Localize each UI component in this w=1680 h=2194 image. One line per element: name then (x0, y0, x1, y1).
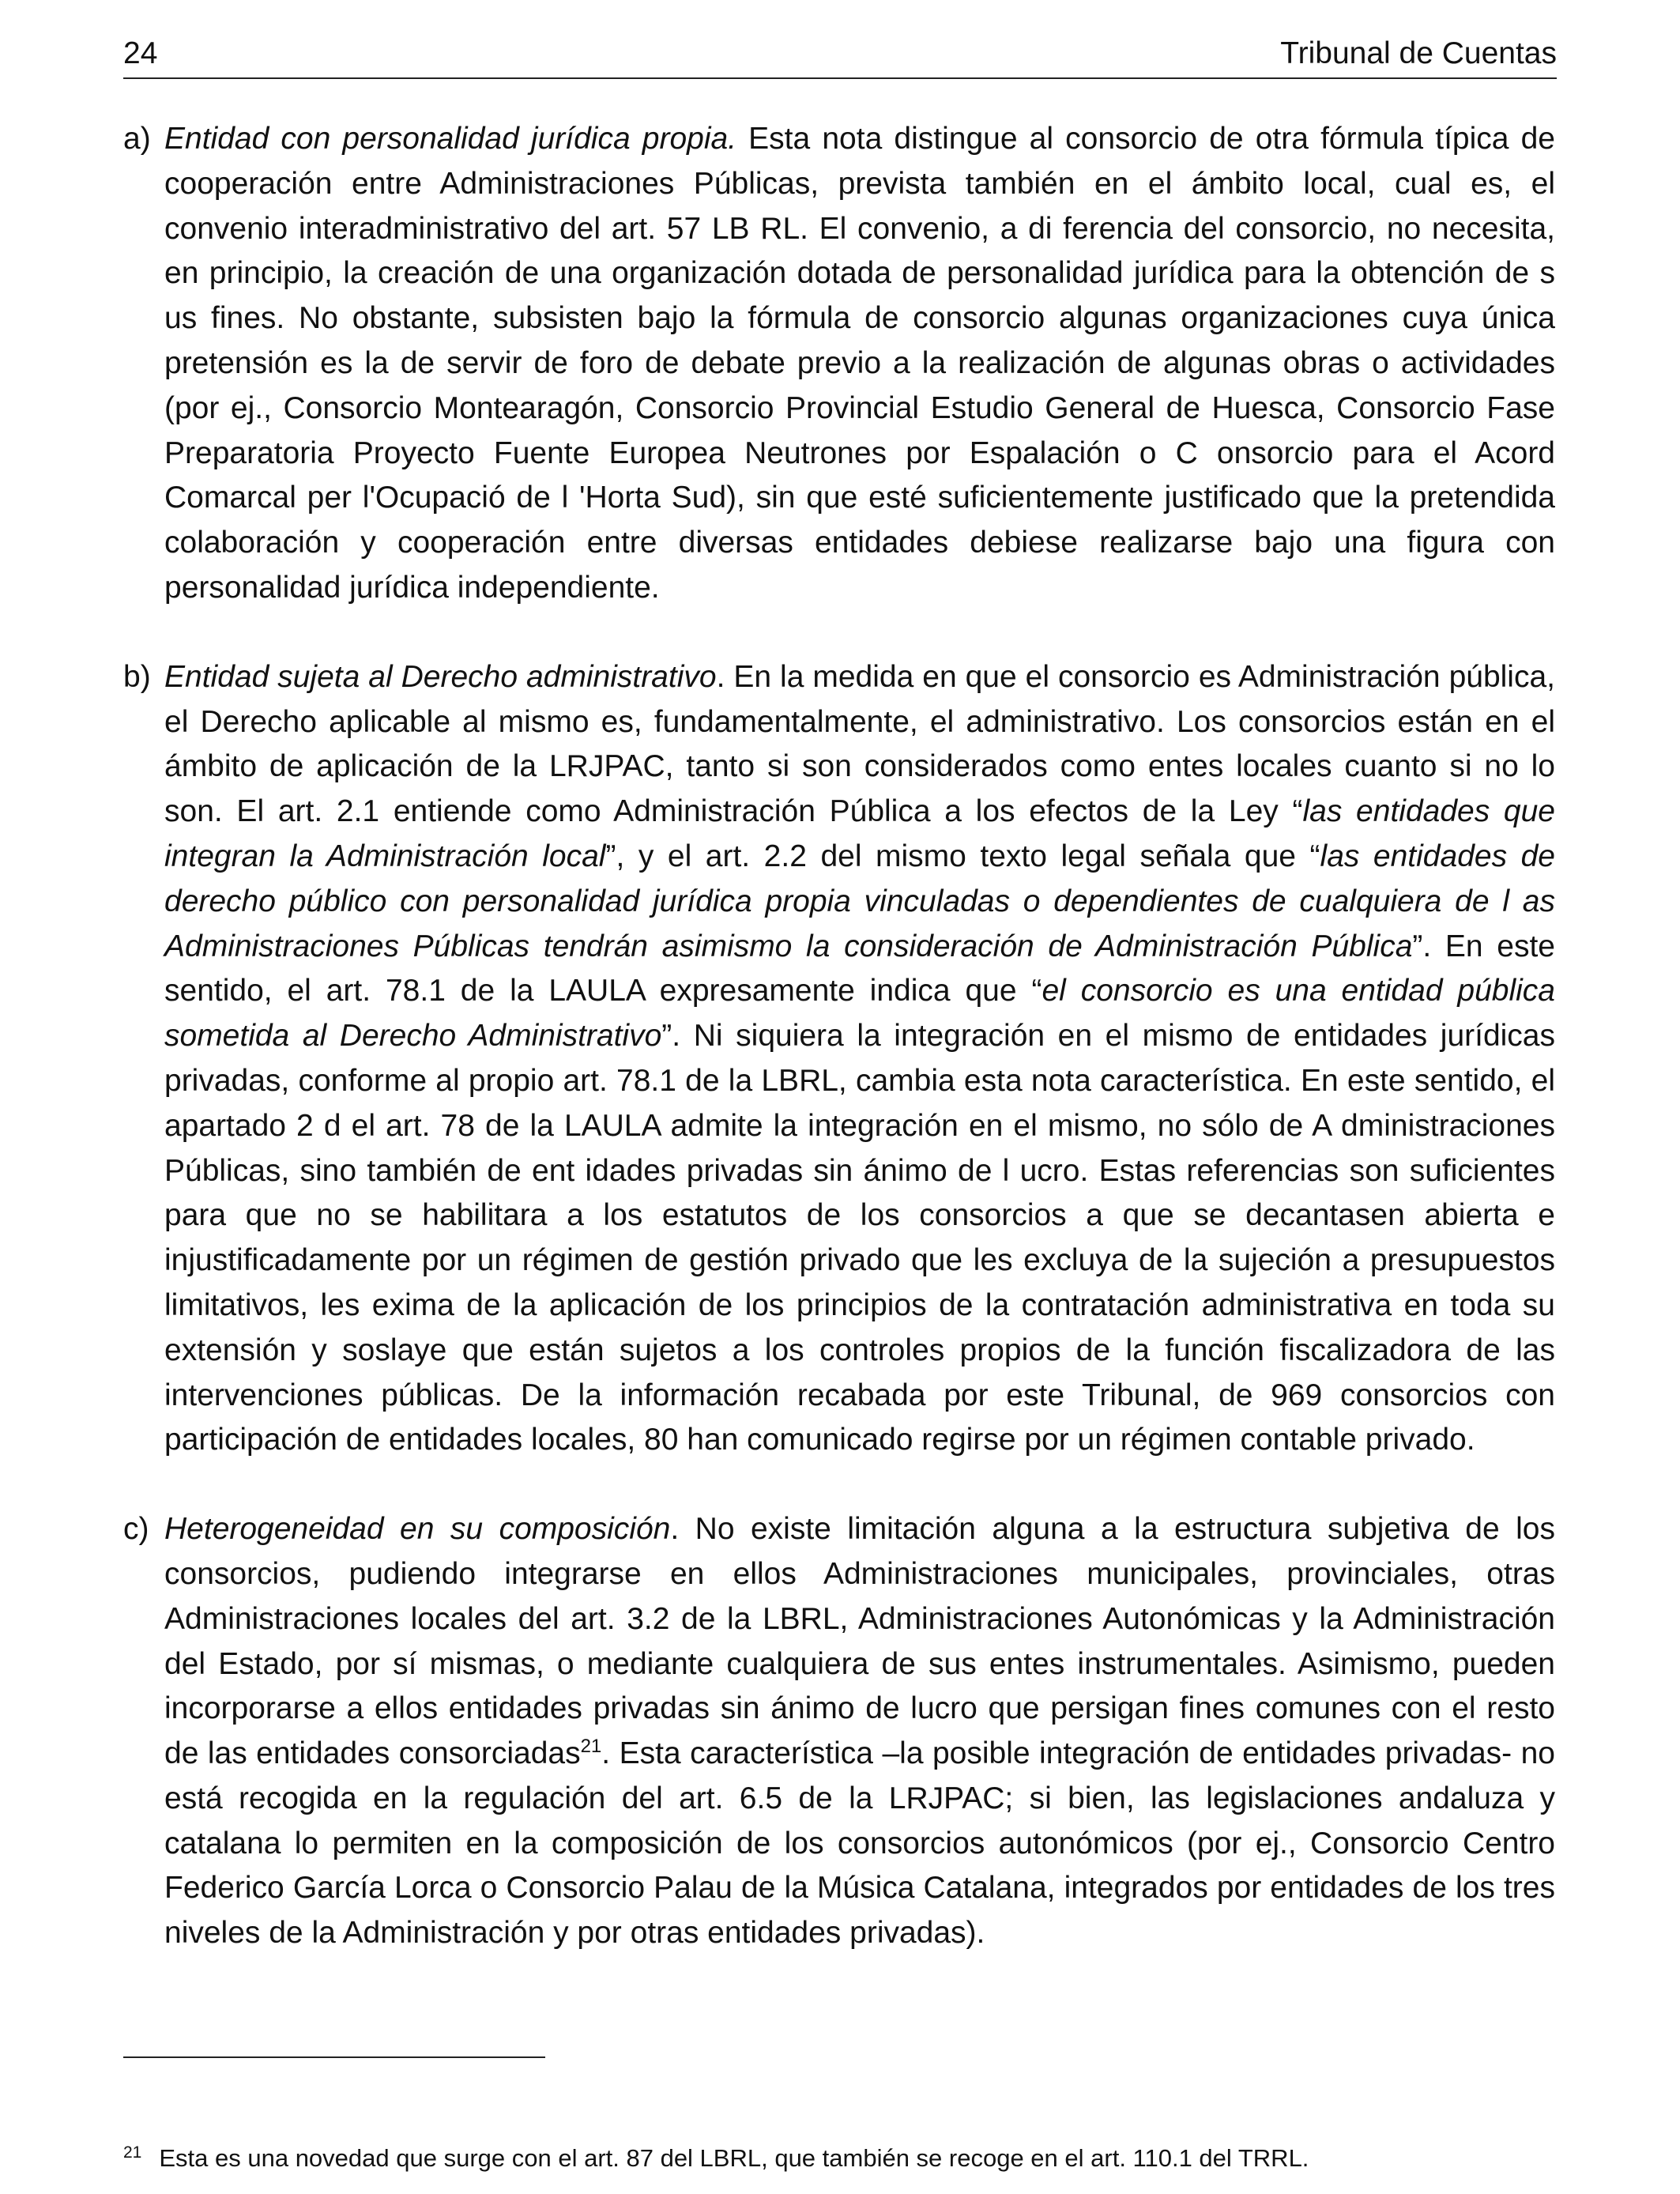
item-text: ”. En este sentido, el art. 78.1 de la LAULA expresamente indica que “ (164, 929, 1555, 1008)
list-item-c (123, 1507, 1555, 1956)
footnote (123, 2143, 1557, 2173)
legal-quote: las entidades de derecho público con personalidad jurídica propia vinculadas o dependientes de cualquiera de l as Administraciones Públicas tendrán asimismo la consideración de Administración Pública (164, 839, 1555, 963)
list-marker: c) (123, 1512, 149, 1547)
page-header (123, 32, 1557, 79)
legal-quote: el consorcio es una entidad pública sometida al Derecho Administrativo (164, 974, 1555, 1054)
footnote-number: 21 (123, 2143, 142, 2162)
item-text: Esta nota distingue al consorcio de otra fórmula típica de cooperación entre Administraciones Públicas, prevista también en el ámbito local, cual es, el convenio interadministrativo del art. 57 LB RL. El convenio, a di ferencia del consorcio, no necesita, en principio, la creación de una organización dotada de personalidad jurídica para la obtención de s us fines. No obstante, subsisten bajo la fórmula de consorcio algunas organizaciones cuya única pretensión es la de servir de foro de debate previo a la realización de algunas obras o actividades (por ej., Consorcio Montearagón, Consorcio Provincial Estudio General de Huesca, Consorcio Fase Preparatoria Proyecto Fuente Europea Neutrones por Espalación o C onsorcio para el Acord Comarcal per l'Ocupació de l 'Horta Sud), sin que esté suficientemente justificado que la pretendida colaboración y cooperación entre diversas entidades debiese realizarse bajo una figura con personalidad jurídica independiente. (164, 122, 1555, 605)
list-item-b (123, 655, 1555, 1463)
item-text: . No existe limitación alguna a la estructura subjetiva de los consorcios, pudiendo integrarse en ellos Administraciones municipales, provinciales, otras Administraciones locales del art. 3.2 de la LBRL, Administraciones Autonómicas y la Administración del Estado, por sí mismas, o mediante cualquiera de sus entes instrumentales. Asimismo, pueden incorporarse a ellos entidades privadas sin ánimo de lucro que persigan fines comunes con el resto de las entidades consorciadas (164, 1512, 1555, 1771)
running-title: Tribunal de Cuentas (1280, 36, 1557, 70)
list-item-body (164, 655, 1555, 1463)
list-item-a (123, 117, 1555, 611)
item-heading: Entidad sujeta al Derecho administrativo (164, 659, 717, 694)
footnote-reference[interactable]: 21 (580, 1736, 602, 1758)
footnote-text: Esta es una novedad que surge con el art. 87 del LBRL, que también se recoge en el art. 110.1 del TRRL. (159, 2144, 1309, 2172)
page-number: 24 (123, 36, 158, 70)
footnote-separator (123, 2056, 545, 2058)
item-text: ”, y el art. 2.2 del mismo texto legal señala que “ (605, 839, 1320, 873)
list-marker: b) (123, 659, 151, 694)
item-text: . En la medida en que el consorcio es Administración pública, el Derecho aplicable al mismo es, fundamentalmente, el administrativo. Los consorcios están en el ámbito de aplicación de la LRJPAC, tanto si son considerados como entes locales cuanto si no lo son. El art. 2.1 entiende como Administración Pública a los efectos de la Ley “ (164, 659, 1555, 829)
list-marker: a) (123, 122, 151, 156)
item-text: ”. Ni siquiera la integración en el mismo de entidades jurídicas privadas, conforme al propio art. 78.1 de la LBRL, cambia esta nota característica. En este sentido, el apartado 2 d el art. 78 de la LAULA admite la integración en el mismo, no sólo de A dministraciones Públicas, sino también de ent idades privadas sin ánimo de l ucro. Estas referencias son suficientes para que no se habilitara a los estatutos de los consorcios a que se decantasen abierta e injustificadamente por un régimen de gestión privado que les excluya de la sujeción a presupuestos limitativos, les exima de la aplicación de los principios de la contratación administrativa en toda su extensión y soslaye que están sujetos a los controles propios de la función fiscalizadora de las intervenciones públicas. De la información recabada por este Tribunal, de 969 consorcios con participación de entidades locales, 80 han comunicado regirse por un régimen contable privado. (164, 1019, 1555, 1457)
item-text: . Esta característica –la posible integración de entidades privadas- no está recogida en la regulación del art. 6.5 de la LRJPAC; si bien, las legislaciones andaluza y catalana lo permiten en la composición de los consorcios autonómicos (por ej., Consorcio Centro Federico García Lorca o Consorcio Palau de la Música Catalana, integrados por entidades de los tres niveles de la Administración y por otras entidades privadas). (164, 1736, 1555, 1951)
list-item-body (164, 117, 1555, 611)
list-item-body (164, 1507, 1555, 1956)
legal-quote: las entidades que integran la Administración local (164, 794, 1555, 873)
main-text (123, 117, 1555, 2000)
item-heading: Heterogeneidad en su composición (164, 1512, 671, 1547)
item-heading: Entidad con personalidad jurídica propia. (164, 122, 737, 156)
